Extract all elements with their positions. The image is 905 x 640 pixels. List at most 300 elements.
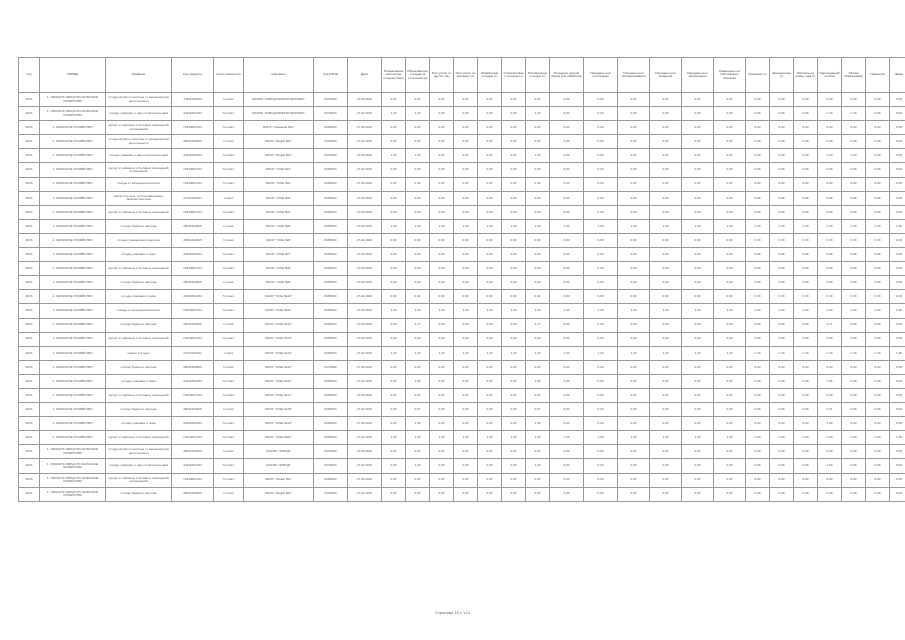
table-cell: отходы от жизнедеятельности	[106, 304, 172, 318]
table-cell: 0,00	[550, 388, 584, 402]
table-cell: 0,00	[794, 276, 818, 290]
waste-report-sheet	[18, 57, 904, 502]
table-cell: 0,00	[682, 233, 714, 247]
table-cell: МАОУ "СОШ №17"	[244, 388, 314, 402]
table-cell: 0,00	[526, 388, 550, 402]
table-cell: 73310001724	[172, 121, 214, 135]
table-cell: 0,00	[818, 473, 842, 487]
table-cell: 0,00	[478, 205, 502, 219]
table-cell: 0,00	[890, 107, 905, 121]
table-cell: 1,20	[454, 431, 478, 445]
table-cell: 27.02.2016	[348, 135, 382, 149]
table-cell: 1,20	[818, 219, 842, 233]
table-cell: 0,00	[650, 233, 682, 247]
table-cell: 1. СЕЛЬСКОЕ ХОЗЯЙСТВО	[40, 318, 106, 332]
table-cell: 1. СЕЛЬСКОЕ ХОЗЯЙСТВО	[40, 163, 106, 177]
table-cell: 0,00	[454, 205, 478, 219]
table-cell: 8456000	[314, 332, 348, 346]
column-header: Объём образования	[842, 58, 866, 93]
table-cell: 0,00	[454, 318, 478, 332]
table-cell: 0,00	[714, 163, 746, 177]
table-cell: 1,20	[406, 304, 430, 318]
table-cell: 27.02.2016	[348, 374, 382, 388]
table-cell: 0,00	[478, 374, 502, 388]
table-cell: 0,00	[406, 93, 430, 107]
table-cell: 0,00	[650, 318, 682, 332]
table-cell: 1,20	[382, 107, 406, 121]
table-cell: 0,00	[406, 360, 430, 374]
table-cell: 0,00	[584, 191, 618, 205]
table-cell: 8456000	[314, 233, 348, 247]
table-cell: 0,00	[454, 417, 478, 431]
table-cell: 2016	[19, 276, 40, 290]
table-cell: 0,00	[746, 149, 770, 163]
table-row	[19, 248, 905, 262]
table-cell: 27.02.2016	[348, 473, 382, 487]
table-cell: 0,00	[714, 417, 746, 431]
table-cell: 1,20	[650, 431, 682, 445]
table-cell: 0,00	[618, 417, 650, 431]
table-cell: 0,00	[866, 177, 890, 191]
table-cell: 27.02.2016	[348, 163, 382, 177]
table-cell: 0,00	[714, 388, 746, 402]
table-cell: 0,00	[502, 445, 526, 459]
table-cell: 0,00	[714, 290, 746, 304]
column-header: Образовалось отходов за отчётный год	[406, 58, 430, 93]
table-cell: 0,00	[454, 149, 478, 163]
table-cell: 0,00	[454, 191, 478, 205]
table-cell: 1,77	[818, 318, 842, 332]
table-cell: 0,00	[430, 177, 454, 191]
table-cell: 0,00	[842, 318, 866, 332]
table-cell: 27.02.2016	[348, 149, 382, 163]
table-cell: IV класс	[214, 262, 244, 276]
table-cell: отходы бумаги и картона от канцелярской деятельности	[106, 93, 172, 107]
table-cell: 1,20	[478, 346, 502, 360]
table-cell: 0,00	[746, 445, 770, 459]
table-cell: 0,00	[746, 93, 770, 107]
table-cell: 0,00	[794, 205, 818, 219]
table-cell: мусор от офисных и бытовых помещений организаций	[106, 163, 172, 177]
table-cell: 0,00	[682, 121, 714, 135]
table-cell: 0,00	[502, 233, 526, 247]
table-row	[19, 93, 905, 107]
table-cell: 0,00	[430, 445, 454, 459]
table-cell: 0,00	[526, 248, 550, 262]
table-cell: 0,00	[842, 332, 866, 346]
table-cell: 0,00	[584, 262, 618, 276]
table-cell: IV класс	[214, 473, 244, 487]
column-header: Год	[19, 58, 40, 93]
table-cell: 0,00	[842, 403, 866, 417]
table-cell: 0,00	[682, 191, 714, 205]
table-cell: 1,20	[746, 346, 770, 360]
table-cell: IV класс	[214, 459, 244, 473]
table-row	[19, 107, 905, 121]
table-cell: 0,00	[842, 135, 866, 149]
table-cell: 27.02.2016	[348, 332, 382, 346]
table-cell: отходы бумаги и картона	[106, 403, 172, 417]
table-cell: 0,00	[382, 332, 406, 346]
table-cell: 0,00	[714, 332, 746, 346]
table-cell: IV класс	[214, 163, 244, 177]
table-cell: отходы упаковочного картона	[106, 233, 172, 247]
column-header: Поступило от других лиц	[430, 58, 454, 93]
table-row	[19, 403, 905, 417]
table-cell: 2016	[19, 163, 40, 177]
table-cell: 2016	[19, 346, 40, 360]
table-cell: 0,00	[890, 276, 905, 290]
table-row	[19, 290, 905, 304]
table-cell: 2016	[19, 149, 40, 163]
table-cell: МАОУ "СОШ №16"	[244, 374, 314, 388]
table-cell: 2016	[19, 262, 40, 276]
table-cell: 0,00	[584, 459, 618, 473]
table-cell: 0,00	[478, 177, 502, 191]
table-cell: 73310001724	[172, 177, 214, 191]
table-cell: 0,00	[650, 248, 682, 262]
table-cell: IV класс	[214, 205, 244, 219]
table-cell: 0,00	[818, 191, 842, 205]
table-cell: МАОУ "Лицей №2"	[244, 149, 314, 163]
table-cell: 0,00	[406, 163, 430, 177]
table-cell: отходы бумаги и картона от канцелярской деятельности	[106, 445, 172, 459]
table-cell: 0,00	[890, 473, 905, 487]
table-cell: 0,00	[478, 276, 502, 290]
table-cell: 1,20	[842, 219, 866, 233]
table-row	[19, 388, 905, 402]
table-cell: 1,20	[382, 304, 406, 318]
table-cell: V класс	[214, 233, 244, 247]
table-cell: 0,00	[682, 177, 714, 191]
table-cell: 0,00	[770, 107, 794, 121]
table-cell: 0,00	[714, 360, 746, 374]
table-cell: МАОУ "Гимназия №1"	[244, 121, 314, 135]
table-cell: 1,20	[842, 107, 866, 121]
table-cell: 0,00	[866, 459, 890, 473]
table-cell: 0,00	[770, 276, 794, 290]
table-cell: мусор от офисных и бытовых помещений организаций	[106, 473, 172, 487]
table-row	[19, 459, 905, 473]
table-cell: 8456000	[314, 473, 348, 487]
table-cell: МАКИО "ЗАВОД РЕЗИНОТЕХНИКИ"	[244, 93, 314, 107]
table-cell: 0,00	[746, 332, 770, 346]
table-cell: 8456000	[314, 191, 348, 205]
table-cell: 0,00	[818, 360, 842, 374]
table-cell: 0,00	[584, 205, 618, 219]
table-row	[19, 163, 905, 177]
table-cell: 27.02.2016	[348, 191, 382, 205]
table-cell: 0,00	[714, 191, 746, 205]
table-cell: 0,00	[650, 149, 682, 163]
table-cell: 0,00	[454, 445, 478, 459]
table-cell: 0,00	[430, 318, 454, 332]
table-cell: 0,00	[584, 318, 618, 332]
table-cell: 1,00	[406, 459, 430, 473]
table-cell: 0,00	[454, 248, 478, 262]
table-cell: 0,00	[430, 459, 454, 473]
table-cell: 0,00	[406, 233, 430, 247]
table-cell: 0,00	[890, 121, 905, 135]
table-cell: 1,20	[550, 219, 584, 233]
table-cell: 0,00	[618, 360, 650, 374]
column-header: Нормативное количество отходов (тонн)	[382, 58, 406, 93]
column-header: Код ОКПД	[314, 58, 348, 93]
table-cell: 0,00	[406, 276, 430, 290]
table-cell: 0,00	[454, 403, 478, 417]
table-cell: МАОУ "СОШ №12"	[244, 318, 314, 332]
table-cell: 1,20	[714, 219, 746, 233]
table-cell: 0,00	[382, 374, 406, 388]
table-cell: 0,00	[584, 473, 618, 487]
table-cell: 0,00	[682, 487, 714, 501]
table-cell: 5476000	[314, 459, 348, 473]
table-cell: 0,00	[382, 459, 406, 473]
table-cell: 1,20	[454, 219, 478, 233]
table-header-row	[19, 58, 905, 93]
table-cell: 0,00	[714, 233, 746, 247]
table-cell: 0,00	[818, 276, 842, 290]
table-cell: 0,00	[682, 205, 714, 219]
table-cell: 1,20	[746, 219, 770, 233]
table-cell: 0,00	[550, 487, 584, 501]
table-cell: 0,00	[842, 290, 866, 304]
table-cell: 0,00	[430, 374, 454, 388]
table-cell: 0,00	[478, 445, 502, 459]
table-cell: 0,00	[770, 459, 794, 473]
table-cell: 0,00	[454, 177, 478, 191]
table-row	[19, 205, 905, 219]
table-cell: 0,00	[618, 332, 650, 346]
table-cell: 40511202605	[172, 219, 214, 233]
table-cell: 0,00	[866, 487, 890, 501]
table-cell: 0,00	[866, 191, 890, 205]
table-cell: 27.02.2016	[348, 403, 382, 417]
table-cell: 0,00	[430, 473, 454, 487]
table-cell: МАОУ "СОШ №19"	[244, 417, 314, 431]
table-cell: 1. СЕЛЬСКОЕ ХОЗЯЙСТВО	[40, 332, 106, 346]
table-cell: 2016	[19, 304, 40, 318]
table-cell: 0,00	[650, 417, 682, 431]
table-cell: 0,00	[526, 163, 550, 177]
table-cell: 5476000	[314, 93, 348, 107]
table-cell: 1. СЕЛЬСКОЕ ХОЗЯЙСТВО	[40, 191, 106, 205]
table-cell: 2016	[19, 473, 40, 487]
table-cell: 1,20	[682, 346, 714, 360]
table-cell: 0,00	[526, 445, 550, 459]
table-cell: 2016	[19, 219, 40, 233]
table-cell: 0,00	[714, 403, 746, 417]
table-cell: 0,00	[714, 262, 746, 276]
table-cell: 0,00	[550, 459, 584, 473]
column-header: Название	[106, 58, 172, 93]
table-cell: 0,00	[682, 135, 714, 149]
table-cell: МАОУ "СОШ №5"	[244, 219, 314, 233]
table-cell: 0,00	[890, 459, 905, 473]
table-cell: 0,00	[866, 445, 890, 459]
table-cell: 0,00	[454, 487, 478, 501]
table-cell: 0,00	[770, 374, 794, 388]
table-cell: 0,00	[430, 135, 454, 149]
table-row	[19, 445, 905, 459]
table-cell: IV класс	[214, 121, 244, 135]
table-cell: МАОУ "СОШ №2"	[244, 177, 314, 191]
table-cell: 0,00	[682, 473, 714, 487]
table-cell: 0,00	[818, 163, 842, 177]
table-cell: отходы бумаги и картона	[106, 276, 172, 290]
table-cell: 0,00	[478, 107, 502, 121]
table-cell: 0,00	[454, 93, 478, 107]
table-cell: 27.02.2016	[348, 290, 382, 304]
column-header: Захоронение (т)	[770, 58, 794, 93]
table-cell: 0,00	[770, 248, 794, 262]
table-cell: 0,00	[746, 403, 770, 417]
table-row	[19, 487, 905, 501]
table-cell: 1. СЕЛЬСКОЕ ХОЗЯЙСТВО	[40, 149, 106, 163]
table-cell: 0,00	[502, 388, 526, 402]
table-cell: 0,00	[794, 233, 818, 247]
table-cell: IV класс	[214, 431, 244, 445]
table-cell: 0,00	[866, 388, 890, 402]
table-cell: 0,00	[714, 93, 746, 107]
table-cell: 1,20	[584, 431, 618, 445]
table-cell: 0,00	[478, 487, 502, 501]
table-cell: IV класс	[214, 107, 244, 121]
table-cell: 1,20	[584, 346, 618, 360]
column-header: Передано для захоронения	[682, 58, 714, 93]
table-cell: 0,00	[682, 388, 714, 402]
table-cell: 0,00	[502, 290, 526, 304]
table-cell: 0,00	[866, 135, 890, 149]
table-cell: 0,00	[526, 121, 550, 135]
table-cell: V класс	[214, 445, 244, 459]
table-cell: 0,00	[746, 121, 770, 135]
table-cell: 0,00	[382, 290, 406, 304]
table-cell: 0,00	[650, 332, 682, 346]
column-header: Описание	[244, 58, 314, 93]
table-cell: 0,00	[890, 388, 905, 402]
table-cell: 0,00	[584, 417, 618, 431]
table-cell: МАОУ "Лицей №2"	[244, 135, 314, 149]
table-cell: 0,00	[406, 135, 430, 149]
table-cell: 0,00	[866, 233, 890, 247]
table-cell: 0,00	[430, 332, 454, 346]
table-cell: 0,00	[478, 417, 502, 431]
table-cell: 0,00	[746, 163, 770, 177]
table-cell: 1,20	[430, 304, 454, 318]
table-cell: 0,00	[526, 360, 550, 374]
table-cell: 0,00	[714, 107, 746, 121]
table-cell: 8456000	[314, 403, 348, 417]
table-cell: 0,00	[584, 276, 618, 290]
table-cell: 1. СЕЛЬСКОЕ ХОЗЯЙСТВО	[40, 219, 106, 233]
table-cell: 0,00	[584, 121, 618, 135]
table-cell: 0,00	[866, 473, 890, 487]
table-cell: 0,00	[526, 487, 550, 501]
table-cell: мусор от офисных и бытовых помещений	[106, 205, 172, 219]
table-cell: 0,00	[746, 318, 770, 332]
table-cell: 1,20	[550, 304, 584, 318]
table-row	[19, 473, 905, 487]
table-cell: лампы ртутные, ртутно-кварцевые, люминесцентные	[106, 191, 172, 205]
table-cell: 0,00	[478, 163, 502, 177]
table-cell: 0,00	[502, 248, 526, 262]
table-cell: 0,00	[842, 233, 866, 247]
table-cell: 0,00	[842, 121, 866, 135]
table-cell: 0,00	[890, 318, 905, 332]
table-cell: 0,00	[794, 107, 818, 121]
table-cell: 1. СЕЛЬСКОЕ ХОЗЯЙСТВО	[40, 417, 106, 431]
table-cell: отходы бумаги и картона	[106, 318, 172, 332]
table-cell: 0,00	[842, 205, 866, 219]
table-cell: 1,20	[770, 431, 794, 445]
table-cell: 43411001204	[172, 248, 214, 262]
table-cell: IV класс	[214, 149, 244, 163]
table-cell: 1,20	[714, 431, 746, 445]
table-cell: 0,00	[866, 93, 890, 107]
table-cell: 1. СЕЛЬСКОЕ ХОЗЯЙСТВО	[40, 262, 106, 276]
table-cell: 0,00	[618, 233, 650, 247]
table-cell: 40511202605	[172, 135, 214, 149]
table-cell: 1,20	[550, 431, 584, 445]
table-cell: 0,00	[770, 205, 794, 219]
table-cell: 27.02.2016	[348, 431, 382, 445]
table-cell: 0,00	[618, 135, 650, 149]
table-cell: 0,00	[454, 374, 478, 388]
table-cell: 1,20	[382, 431, 406, 445]
table-cell: 0,00	[454, 388, 478, 402]
table-cell: 0,00	[890, 417, 905, 431]
table-cell: 8456000	[314, 318, 348, 332]
table-cell: 0,00	[502, 332, 526, 346]
table-cell: 1,20	[714, 304, 746, 318]
table-cell: МАОУ "Лицей №2"	[244, 487, 314, 501]
table-cell: 1,20	[526, 346, 550, 360]
table-cell: 0,00	[818, 205, 842, 219]
table-cell: 27.02.2016	[348, 360, 382, 374]
table-cell: 2016	[19, 388, 40, 402]
table-cell: 0,00	[842, 417, 866, 431]
table-cell: 0,00	[890, 403, 905, 417]
table-cell: 0,00	[526, 135, 550, 149]
table-cell: V класс	[214, 93, 244, 107]
table-cell: 0,00	[890, 149, 905, 163]
table-cell: 0,00	[454, 121, 478, 135]
table-cell: 1,20	[382, 219, 406, 233]
table-cell: 0,00	[890, 374, 905, 388]
table-cell: 0,00	[866, 121, 890, 135]
table-cell: 1,20	[746, 304, 770, 318]
table-cell: 8456000	[314, 374, 348, 388]
table-cell: 0,00	[618, 191, 650, 205]
table-cell: 0,00	[584, 248, 618, 262]
table-cell: 0,00	[794, 318, 818, 332]
table-cell: 0,00	[818, 332, 842, 346]
table-cell: 0,00	[818, 445, 842, 459]
table-cell: 0,00	[430, 276, 454, 290]
table-cell: 0,00	[770, 233, 794, 247]
table-cell: 0,00	[618, 374, 650, 388]
table-cell: 43411001204	[172, 417, 214, 431]
table-row	[19, 431, 905, 445]
table-cell: 0,00	[794, 360, 818, 374]
table-cell: 1,20	[618, 219, 650, 233]
table-cell: 0,67	[406, 403, 430, 417]
table-cell: 0,00	[818, 262, 842, 276]
table-cell: 0,00	[770, 163, 794, 177]
table-cell: 0,00	[770, 487, 794, 501]
column-header: Лимит	[890, 58, 905, 93]
